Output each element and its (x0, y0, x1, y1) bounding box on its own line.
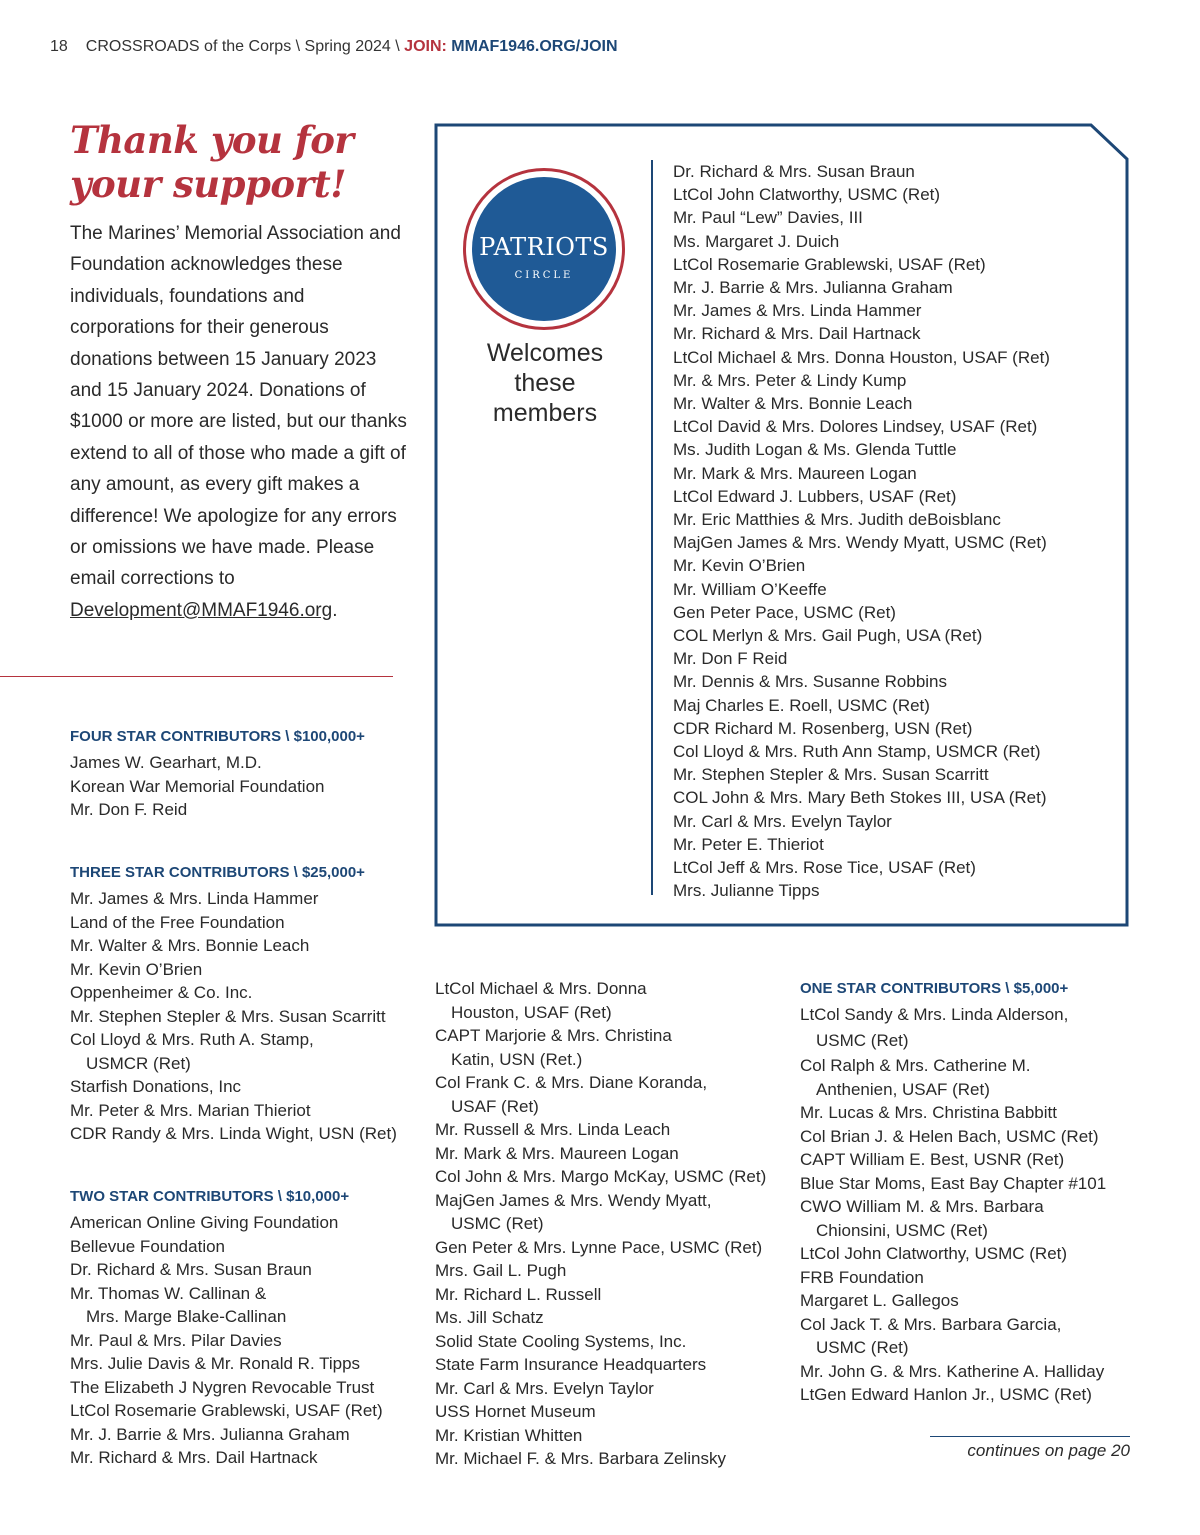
list-item: Land of the Free Foundation (70, 912, 285, 932)
patriots-member: Mr. Stephen Stepler & Mrs. Susan Scarritt (673, 765, 989, 785)
one-star-list (800, 1003, 1106, 1407)
one-star-heading: ONE STAR CONTRIBUTORS \ $5,000+ (800, 980, 1069, 997)
welcome-text (460, 338, 630, 428)
list-item: Mrs. Julie Davis & Mr. Ronald R. Tipps (70, 1354, 361, 1373)
patriots-member: Mr. Richard & Mrs. Dail Hartnack (673, 324, 921, 344)
two-star-heading: TWO STAR CONTRIBUTORS \ $10,000+ (70, 1188, 350, 1205)
patriots-member: Mr. Dennis & Mrs. Susanne Robbins (673, 672, 948, 692)
page-number: 18 (50, 38, 68, 55)
patriots-member: Mr. Carl & Mrs. Evelyn Taylor (673, 811, 892, 831)
list-item: USMC (Ret) (451, 1214, 544, 1233)
list-item: Mr. John G. & Mrs. Katherine A. Halliday (800, 1361, 1105, 1381)
patriots-member: Mr. & Mrs. Peter & Lindy Kump (673, 370, 907, 390)
welcome-line-2: these (514, 369, 576, 397)
patriots-member: Gen Peter Pace, USMC (Ret) (673, 602, 896, 622)
list-item: USMC (Ret) (816, 1338, 909, 1357)
list-item: Col Lloyd & Mrs. Ruth A. Stamp, (70, 1030, 314, 1049)
two-star-list-col1 (70, 1211, 383, 1470)
list-item: Mr. Walter & Mrs. Bonnie Leach (70, 936, 310, 955)
list-item: American Online Giving Foundation (70, 1213, 339, 1232)
list-item: CAPT Marjorie & Mrs. Christina (435, 1026, 672, 1045)
patriots-member: Mr. Peter E. Thieriot (673, 834, 824, 854)
title-line-2: your support! (70, 162, 346, 206)
patriots-member: Mrs. Julianne Tipps (673, 881, 820, 901)
list-item: Chionsini, USMC (Ret) (816, 1220, 988, 1240)
patriots-divider (651, 160, 653, 895)
list-item: Mrs. Gail L. Pugh (435, 1261, 567, 1280)
list-item: USS Hornet Museum (435, 1402, 596, 1421)
list-item: Mr. Kristian Whitten (435, 1425, 583, 1445)
patriots-member: Mr. William O’Keeffe (673, 579, 827, 599)
three-star-list (70, 887, 397, 1146)
list-item: Mr. Lucas & Mrs. Christina Babbitt (800, 1103, 1057, 1122)
list-item: Mr. Paul & Mrs. Pilar Davies (70, 1330, 282, 1350)
patriots-member: LtCol Michael & Mrs. Donna Houston, USAF (Ret) (673, 347, 1050, 367)
list-item: Mr. Russell & Mrs. Linda Leach (435, 1120, 671, 1139)
list-item: Anthenien, USAF (Ret) (816, 1079, 990, 1099)
list-item: Mr. James & Mrs. Linda Hammer (70, 889, 319, 908)
list-item: Col Ralph & Mrs. Catherine M. (800, 1056, 1031, 1075)
list-item: Mr. Stephen Stepler & Mrs. Susan Scarritt (70, 1006, 386, 1026)
welcome-line-3: members (492, 399, 598, 427)
corrections-email-link[interactable]: Development@MMAF1946.org (70, 599, 333, 621)
patriots-member: LtCol Edward J. Lubbers, USAF (Ret) (673, 486, 957, 506)
welcome-line-1: Welcomes (486, 339, 604, 367)
patriots-member: Mr. Mark & Mrs. Maureen Logan (673, 463, 917, 483)
patriots-member: Mr. Paul “Lew” Davies, III (673, 208, 863, 228)
list-item: LtCol John Clatworthy, USMC (Ret) (800, 1244, 1068, 1263)
running-header (50, 38, 618, 56)
list-item: State Farm Insurance Headquarters (435, 1355, 707, 1374)
publication-name: CROSSROADS of the Corps \ Spring 2024 \ (85, 38, 400, 55)
list-item: MajGen James & Mrs. Wendy Myatt, (435, 1190, 712, 1210)
patriots-member: LtCol Rosemarie Grablewski, USAF (Ret) (673, 254, 986, 274)
list-item: Mr. Peter & Mrs. Marian Thieriot (70, 1100, 311, 1120)
continues-rule (930, 1436, 1130, 1437)
patriots-member-list (673, 160, 1050, 903)
patriots-member: LtCol Jeff & Mrs. Rose Tice, USAF (Ret) (673, 858, 976, 878)
three-star-heading: THREE STAR CONTRIBUTORS \ $25,000+ (70, 864, 365, 881)
four-star-heading: FOUR STAR CONTRIBUTORS \ $100,000+ (70, 728, 365, 745)
intro-period: . (332, 599, 338, 621)
list-item: Mr. Mark & Mrs. Maureen Logan (435, 1143, 679, 1163)
list-item: Col Brian J. & Helen Bach, USMC (Ret) (800, 1126, 1099, 1146)
two-star-list-col2 (435, 977, 766, 1471)
list-item: Solid State Cooling Systems, Inc. (435, 1331, 687, 1351)
list-item: LtCol Michael & Mrs. Donna (435, 979, 647, 998)
thank-you-title (70, 118, 410, 206)
list-item: CAPT William E. Best, USNR (Ret) (800, 1150, 1065, 1169)
patriots-member: Dr. Richard & Mrs. Susan Braun (673, 162, 915, 181)
list-item: USAF (Ret) (451, 1096, 539, 1116)
list-item: Mr. Richard & Mrs. Dail Hartnack (70, 1448, 318, 1467)
list-item: Katin, USN (Ret.) (451, 1049, 583, 1069)
patriots-member: Mr. James & Mrs. Linda Hammer (673, 301, 922, 321)
list-item: USMC (Ret) (816, 1030, 909, 1050)
list-item: Ms. Jill Schatz (435, 1308, 544, 1327)
list-item: USMCR (Ret) (86, 1053, 191, 1073)
patriots-member: Maj Charles E. Roell, USMC (Ret) (673, 695, 930, 715)
list-item: Starfish Donations, Inc (70, 1077, 242, 1096)
patriots-circle-emblem (472, 177, 616, 321)
patriots-member: Mr. Don F Reid (673, 649, 788, 669)
list-item: Blue Star Moms, East Bay Chapter #101 (800, 1173, 1107, 1193)
section-divider (0, 676, 393, 677)
patriots-member: Mr. Kevin O’Brien (673, 556, 806, 576)
list-item: Mr. Carl & Mrs. Evelyn Taylor (435, 1378, 654, 1398)
title-line-1: Thank you for (70, 118, 354, 162)
patriots-member: MajGen James & Mrs. Wendy Myatt, USMC (Ret) (673, 533, 1047, 553)
list-item: Mr. Richard L. Russell (435, 1284, 602, 1304)
list-item: CWO William M. & Mrs. Barbara (800, 1197, 1044, 1216)
list-item: Col John & Mrs. Margo McKay, USMC (Ret) (435, 1167, 767, 1186)
intro-body: The Marines’ Memorial Association and Foundation acknowledges these individuals, foundations and corporations for their generous donations between 15 January 2023 and 15 January 2024. Donations of $1000 or more are listed, but our thanks extend to all of those who made a gift of any amount, as every gift makes a difference! We apologize for any errors or omissions we have made. Please email corrections to (70, 223, 407, 590)
list-item: Col Frank C. & Mrs. Diane Koranda, (435, 1073, 708, 1092)
list-item: Oppenheimer & Co. Inc. (70, 983, 253, 1002)
list-item: FRB Foundation (800, 1267, 924, 1287)
list-item: Dr. Richard & Mrs. Susan Braun (70, 1260, 312, 1279)
patriots-member: Col Lloyd & Mrs. Ruth Ann Stamp, USMCR (Ret) (673, 742, 1041, 762)
badge-title: PATRIOTS (479, 233, 609, 261)
patriots-circle-logo (463, 168, 625, 330)
list-item: James W. Gearhart, M.D. (70, 753, 262, 772)
list-item: LtGen Edward Hanlon Jr., USMC (Ret) (800, 1385, 1092, 1404)
patriots-member: Ms. Judith Logan & Ms. Glenda Tuttle (673, 440, 957, 460)
list-item: Gen Peter & Mrs. Lynne Pace, USMC (Ret) (435, 1237, 763, 1257)
patriots-member: Mr. Walter & Mrs. Bonnie Leach (673, 394, 913, 414)
patriots-member: COL Merlyn & Mrs. Gail Pugh, USA (Ret) (673, 626, 983, 646)
list-item: Bellevue Foundation (70, 1236, 226, 1256)
list-item: Mr. Thomas W. Callinan & (70, 1283, 267, 1303)
list-item: Mr. Kevin O’Brien (70, 959, 203, 979)
patriots-member: Mr. J. Barrie & Mrs. Julianna Graham (673, 278, 953, 298)
list-item: LtCol Sandy & Mrs. Linda Alderson, (800, 1005, 1069, 1024)
patriots-member: Mr. Eric Matthies & Mrs. Judith deBoisblanc (673, 510, 1001, 530)
join-label: JOIN: (404, 38, 447, 55)
list-item: Mrs. Marge Blake-Callinan (86, 1307, 287, 1326)
patriots-member: LtCol David & Mrs. Dolores Lindsey, USAF (Ret) (673, 417, 1038, 437)
list-item: LtCol Rosemarie Grablewski, USAF (Ret) (70, 1401, 383, 1420)
list-item: The Elizabeth J Nygren Revocable Trust (70, 1377, 375, 1397)
list-item: Mr. Michael F. & Mrs. Barbara Zelinsky (435, 1449, 726, 1468)
list-item: Korean War Memorial Foundation (70, 776, 325, 796)
badge-subtitle: CIRCLE (514, 270, 574, 281)
continues-note: continues on page 20 (967, 1441, 1130, 1460)
patriots-member: COL John & Mrs. Mary Beth Stokes III, USA (Ret) (673, 788, 1047, 808)
list-item: Mr. Don F. Reid (70, 800, 188, 819)
list-item: Col Jack T. & Mrs. Barbara Garcia, (800, 1314, 1062, 1334)
four-star-list (70, 751, 325, 822)
list-item: Mr. J. Barrie & Mrs. Julianna Graham (70, 1424, 350, 1444)
list-item: CDR Randy & Mrs. Linda Wight, USN (Ret) (70, 1124, 397, 1143)
list-item: Houston, USAF (Ret) (451, 1002, 612, 1022)
list-item: Margaret L. Gallegos (800, 1291, 959, 1310)
patriots-member: CDR Richard M. Rosenberg, USN (Ret) (673, 718, 973, 738)
patriots-member: LtCol John Clatworthy, USMC (Ret) (673, 185, 941, 205)
patriots-member: Ms. Margaret J. Duich (673, 231, 840, 251)
join-link[interactable]: MMAF1946.ORG/JOIN (451, 38, 618, 55)
intro-paragraph (70, 218, 410, 626)
